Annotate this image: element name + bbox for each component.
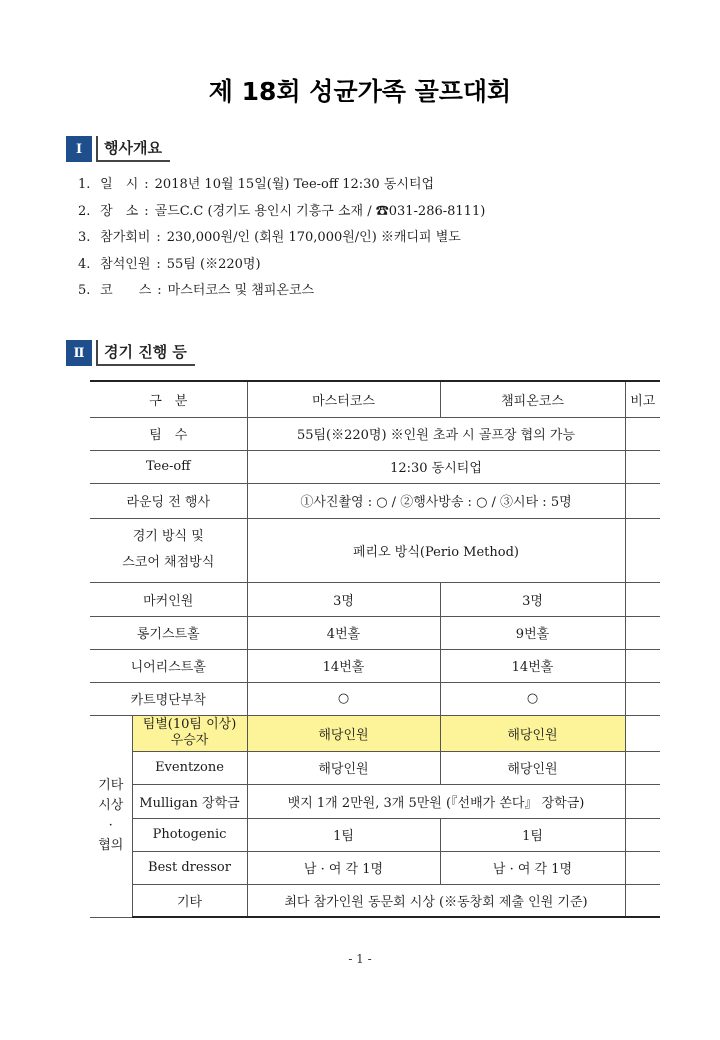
- table-row: Mulligan 장학금 뱃지 1개 2만원, 3개 5만원 (『선배가 쏜다』 장학금): [90, 784, 660, 818]
- page-number: - 1 -: [348, 952, 372, 966]
- section-2-label: 경기 진행 등: [96, 340, 195, 366]
- table-row: 롱기스트홀 4번홀 9번홀: [90, 616, 660, 649]
- table-row: 경기 방식 및 스코어 채점방식 페리오 방식(Perio Method): [90, 518, 660, 582]
- header-category: 구 분: [90, 381, 247, 417]
- table-row: Best dressor 남 · 여 각 1명 남 · 여 각 1명: [90, 851, 660, 884]
- section-1-label: 행사개요: [96, 136, 170, 162]
- header-master-course: 마스터코스: [247, 381, 440, 417]
- overview-value: 230,000원/인 (회원 170,000원/인) ※캐디피 별도: [166, 230, 461, 245]
- header-champion-course: 챔피온코스: [440, 381, 625, 417]
- section-2-number: Ⅱ: [66, 340, 92, 366]
- table-row: 카트명단부착 ○ ○: [90, 682, 660, 715]
- overview-value: 골드C.C (경기도 용인시 기흥구 소재 / ☎031-286-8111): [154, 203, 486, 219]
- overview-label: 일 시: [100, 177, 139, 192]
- awards-group-label: 기타 시상 · 협의: [90, 715, 132, 917]
- list-item: 3. 참가회비 : 230,000원/인 (회원 170,000원/인) ※캐디피 별도: [78, 225, 485, 252]
- table-row: 기타 시상 · 협의 팀별(10팀 이상) 우승자 해당인원 해당인원: [90, 715, 660, 751]
- table-row: 마커인원 3명 3명: [90, 582, 660, 616]
- table-row: [90, 381, 660, 417]
- table-row: 라운딩 전 행사 ①사진촬영 : ○ / ②행사방송 : ○ / ③시타 : 5명: [90, 483, 660, 518]
- overview-list: [78, 172, 485, 305]
- table-row: Eventzone 해당인원 해당인원: [90, 751, 660, 784]
- event-table: [90, 380, 660, 918]
- overview-value: 2018년 10월 15일(월) Tee-off 12:30 동시티업: [154, 177, 435, 192]
- overview-label: 코 스: [100, 283, 152, 298]
- list-item: 1. 일 시 : 2018년 10월 15일(월) Tee-off 12:30 동시티업: [78, 172, 485, 199]
- list-item: 4. 참석인원 : 55팀 (※220명): [78, 252, 485, 279]
- overview-label: 참가회비: [100, 230, 151, 245]
- header-note: 비고: [625, 381, 660, 417]
- document-title: 제 18회 성균가족 골프대회: [208, 77, 512, 106]
- overview-value: 마스터코스 및 챔피온코스: [167, 283, 315, 298]
- table-row: Photogenic 1팀 1팀: [90, 818, 660, 851]
- section-1-heading: [66, 136, 170, 162]
- overview-value: 55팀 (※220명): [166, 256, 261, 272]
- section-2-heading: [66, 340, 195, 366]
- overview-label: 참석인원: [100, 256, 151, 272]
- section-1-number: Ⅰ: [66, 136, 92, 162]
- table-row: Tee-off 12:30 동시티업: [90, 450, 660, 483]
- table-row: 기타 최다 참가인원 동문회 시상 (※동창회 제출 인원 기준): [90, 884, 660, 917]
- overview-label: 장 소: [100, 203, 139, 219]
- list-item: 2. 장 소 : 골드C.C (경기도 용인시 기흥구 소재 / ☎031-286-8111): [78, 199, 485, 226]
- list-item: 5. 코 스 : 마스터코스 및 챔피온코스: [78, 278, 485, 305]
- table-row: 니어리스트홀 14번홀 14번홀: [90, 649, 660, 682]
- table-row: 팀 수 55팀(※220명) ※인원 초과 시 골프장 협의 가능: [90, 417, 660, 450]
